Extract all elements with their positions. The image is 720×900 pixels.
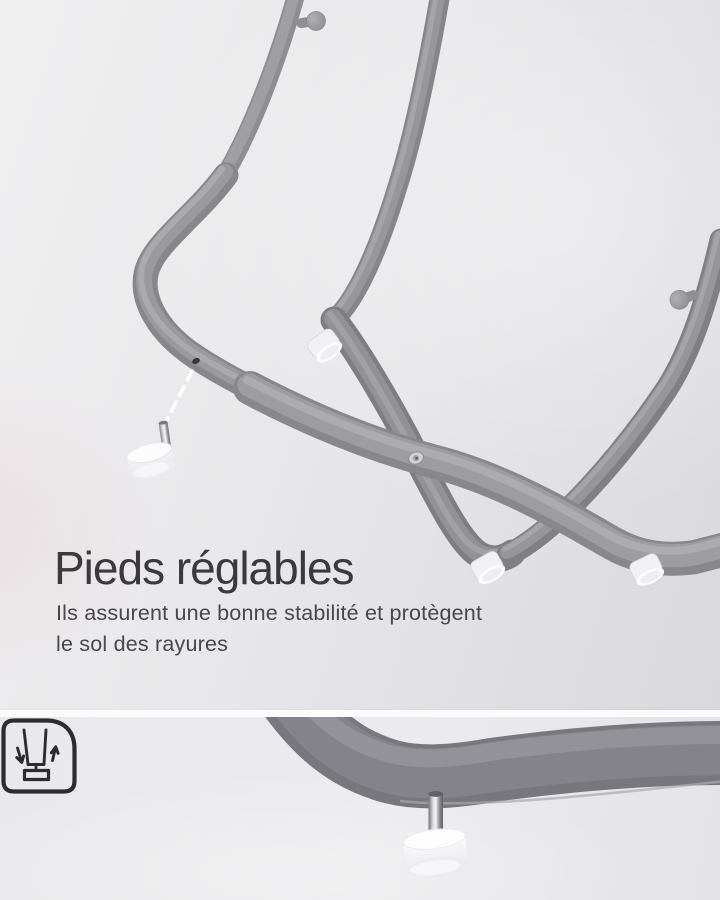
feature-subtitle-line2: le sol des rayures [56,632,229,656]
leg-frame-back [330,0,720,559]
feature-subtitle [56,598,482,660]
detached-foot [125,420,178,482]
closeup-tube [284,717,720,803]
closeup-photo-section [0,717,720,900]
white-divider [0,710,720,717]
feature-subtitle-line1: Ils assurent une bonne stabilité et protègent [56,601,483,625]
feature-title: Pieds réglables [54,542,354,594]
closeup-foot-cap [402,826,469,880]
dashed-guide-line [166,371,192,422]
adjustable-foot-icon [0,717,78,795]
closeup-scene [0,717,720,900]
